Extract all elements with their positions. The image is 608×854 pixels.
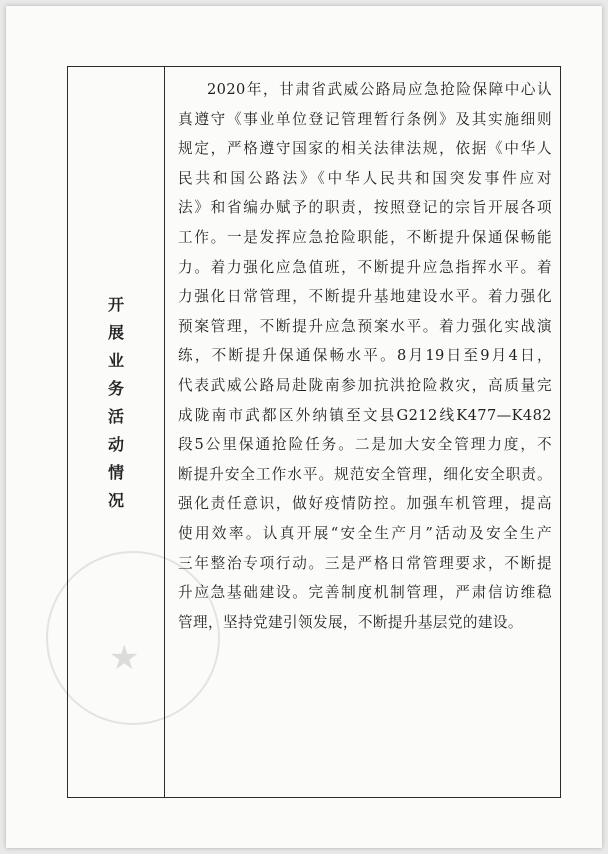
label-char: 业 [107, 351, 124, 370]
body-line: 真遵守《事业单位登记管理暂行条例》及其实施细则 [178, 110, 552, 128]
body-line: 成陇南市武都区外纳镇至文县G212线K477—K482 [178, 406, 552, 424]
body-line: 管理，坚持党建引领发展，不断提升基层党的建设。 [178, 613, 523, 631]
body-line: 练，不断提升保通保畅水平。8月19日至9月4日， [178, 347, 552, 365]
body-line: 力。着力强化应急值班，不断提升应急指挥水平。着 [178, 258, 552, 276]
body-line: 民共和国公路法》《中华人民共和国突发事件应对 [178, 169, 552, 187]
body-line: 代表武威公路局赴陇南参加抗洪抢险救灾，高质量完 [178, 376, 552, 394]
body-line: 法》和省编办赋予的职责，按照登记的宗旨开展各项 [178, 199, 552, 217]
body-line: 工作。一是发挥应急抢险职能，不断提升保通保畅能 [178, 228, 552, 246]
body-line: 强化责任意识，做好疫情防控。加强车机管理，提高 [178, 495, 552, 513]
label-char: 务 [107, 379, 124, 398]
body-line: 升应急基础建设。完善制度机制管理，严肃信访维稳 [178, 584, 552, 602]
label-char: 活 [107, 407, 124, 426]
body-line: 2020年，甘肃省武威公路局应急抢险保障中心认 [207, 81, 552, 98]
column-divider [164, 67, 165, 797]
label-char: 情 [107, 463, 124, 482]
label-char: 展 [107, 323, 124, 342]
body-line: 力强化日常管理，不断提升基地建设水平。着力强化 [178, 288, 552, 306]
label-char: 动 [107, 435, 124, 454]
body-line: 三年整治专项行动。三是严格日常管理要求，不断提 [178, 554, 552, 572]
document-page [6, 6, 602, 848]
activities-body-text [178, 75, 552, 637]
label-char: 开 [107, 295, 124, 314]
body-line: 规定，严格遵守国家的相关法律法规，依据《中华人 [178, 140, 552, 158]
label-char: 况 [107, 491, 124, 510]
body-line: 预案管理，不断提升应急预案水平。着力强化实战演 [178, 317, 552, 335]
section-label-activities [68, 295, 164, 511]
body-line: 断提升安全工作水平。规范安全管理，细化安全职责。 [178, 465, 552, 483]
body-line: 使用效率。认真开展“安全生产月”活动及安全生产 [178, 524, 552, 542]
seal-star-icon: ★ [109, 638, 140, 678]
report-table [67, 66, 561, 798]
body-line: 段5公里保通抢险任务。二是加大安全管理力度，不 [178, 436, 552, 454]
